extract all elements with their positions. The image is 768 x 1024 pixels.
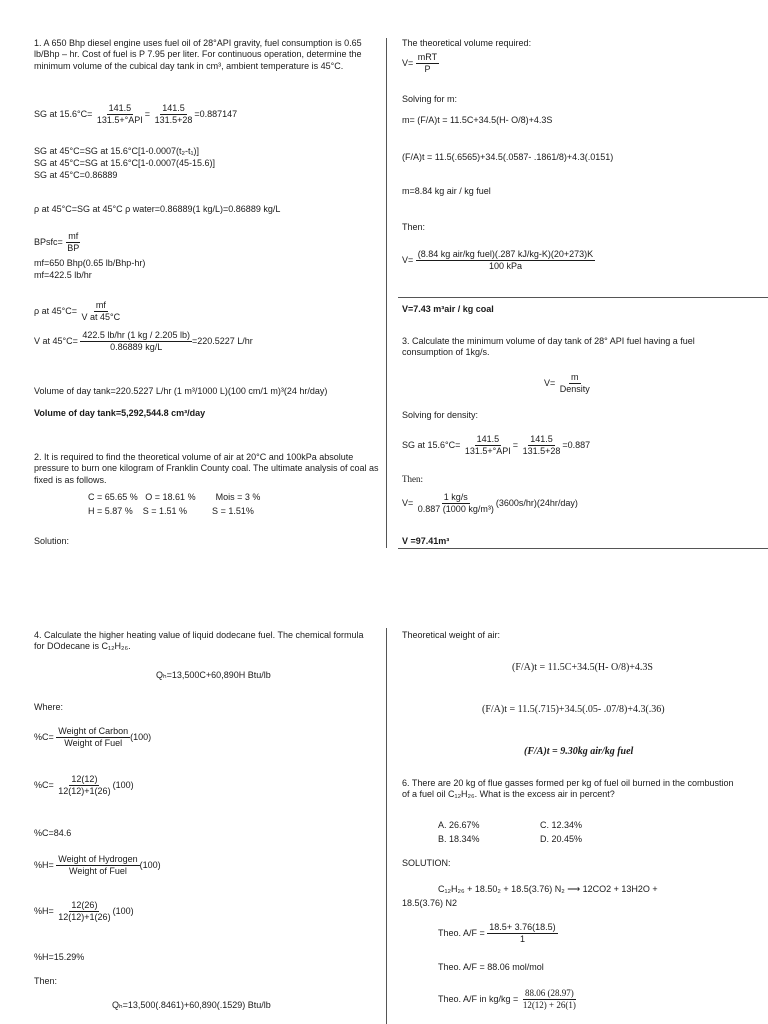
fa-substitution: (F/A)t = 11.5(.715)+34.5(.05- .07/8)+4.3(.36)	[482, 704, 665, 715]
choice-c: C. 12.34%	[540, 820, 583, 830]
where-label: Where:	[34, 702, 64, 712]
sg-formula-1: SG at 15.6°C= $\frac{141.5}{\text{131.5+°API}}$ = $\frac{141.5}{131.5+28}$ =0.887147	[34, 103, 238, 126]
v-substitution: V= $\frac{\text{(8.84 kg air/kg fuel)(.287 kJ/kg-K)(20+273)K}}{\text{100 kPa}}$	[402, 249, 594, 272]
m-substitution: (F/A)t = 11.5(.6565)+34.5(.0587- .1861/8)+4.3(.0151)	[402, 152, 614, 162]
mf-line-1: mf=650 Bhp(0.65 lb/Bhp-hr)	[34, 258, 146, 268]
column-divider-bottom	[386, 628, 387, 1024]
pct-carbon-formula: %C= $\frac{\text{Weight of Carbon}}{\text{Weight of Fuel}}$ (100)	[34, 726, 152, 749]
problem-3-statement: 3. Calculate the minimum volume of day tank of 28° API fuel having a fuel consumption of 1kg/s.	[402, 336, 695, 358]
theo-af-mol: Theo. A/F = 88.06 mol/mol	[438, 962, 544, 972]
density-line: ρ at 45°C=SG at 45°C ρ water=0.86889(1 kg/L)=0.86889 kg/L	[34, 204, 281, 214]
qh-formula: Qₕ=13,500C+60,890H Btu/lb	[156, 670, 271, 680]
mf-line-2: mf=422.5 lb/hr	[34, 270, 92, 280]
pct-hydrogen-formula: %H= $\frac{\text{Weight of Hydrogen}}{\text{Weight of Fuel}}$ (100)	[34, 854, 161, 877]
solving-for-m: Solving for m:	[402, 94, 458, 104]
volume-line-1: Volume of day tank=220.5227 L/hr (1 m³/1000 L)(100 cm/1 m)³(24 hr/day)	[34, 386, 328, 396]
solution-label-2: Solution:	[34, 536, 70, 546]
choice-a: A. 26.67%	[438, 820, 480, 830]
bpsfc-formula: BPsfc= $\frac{mf}{BP}$	[34, 231, 80, 254]
solving-for-density: Solving for density:	[402, 410, 479, 420]
solution-label-6: SOLUTION:	[402, 858, 451, 868]
theoretical-weight-heading: Theoretical weight of air:	[402, 630, 501, 640]
theo-af-formula: Theo. A/F = $\frac{18.5+ 3.76(18.5)}{1}$	[438, 922, 556, 945]
then-label-p3: Then:	[402, 474, 423, 484]
qh-substitution: Qₕ=13,500(.8461)+60,890(.1529) Btu/lb	[112, 1000, 271, 1010]
fa-formula: (F/A)t = 11.5C+34.5(H- O/8)+4.3S	[512, 662, 653, 673]
sg-line-2: SG at 45°C=SG at 15.6°C[1-0.0007(45-15.6)]	[34, 158, 216, 168]
sg-line-1: SG at 45°C=SG at 15.6°C[1-0.0007(t₂-t₁)]	[34, 146, 200, 156]
rule-under-answer-3	[398, 548, 768, 549]
combustion-equation-2: 18.5(3.76) N2	[402, 898, 458, 908]
problem-2-statement: 2. It is required to find the theoretical volume of air at 20°C and 100kPa absolute pressure to burn one kilogram of Franklin County coal. The ultimate analysis of coal as fixed is as follows.	[34, 452, 379, 485]
choice-d: D. 20.45%	[540, 834, 583, 844]
m-result: m=8.84 kg air / kg fuel	[402, 186, 491, 196]
v-final-formula: V= $\frac{1 kg/s}{\text{0.887 (1000 kg/m³)}}$ (3600s/hr)(24hr/day)	[402, 492, 578, 515]
choice-b: B. 18.34%	[438, 834, 480, 844]
column-divider-top	[386, 38, 387, 548]
coal-analysis-row-2: H = 5.87 % S = 1.51 % S = 1.51%	[88, 506, 254, 516]
v-density-formula: V= $\frac{m}{\text{Density}}$	[544, 372, 590, 395]
combustion-equation-1: C₁₂H₂₆ + 18.50₂ + 18.5(3.76) N₂ ⟶ 12CO2 + 13H2O +	[438, 884, 658, 894]
volume-line-2: Volume of day tank=5,292,544.8 cm³/day	[34, 408, 206, 418]
pct-hydrogen-result: %H=15.29%	[34, 952, 85, 962]
coal-analysis-row-1: C = 65.65 % O = 18.61 % Mois = 3 %	[88, 492, 261, 502]
v-result-r1: V=7.43 m³air / kg coal	[402, 304, 494, 314]
pct-carbon-substitution: %C= $\frac{12(12)}{12(12)+1(26)}$ (100)	[34, 774, 134, 797]
problem-6-statement: 6. There are 20 kg of flue gasses formed per kg of fuel oil burned in the combustion of a fuel oil C₁₂H₂₆. What is the excess air in percent?	[402, 778, 734, 800]
rho-formula: ρ at 45°C= $\frac{mf}{\text{V at 45°C}}$	[34, 300, 121, 323]
rule-under-answer-r1	[398, 297, 768, 298]
pct-hydrogen-substitution: %H= $\frac{12(26)}{12(12)+1(26)}$ (100)	[34, 900, 134, 923]
problem-1-statement: 1. A 650 Bhp diesel engine uses fuel oil of 28°API gravity, fuel consumption is 0.65 lb/Bhp – hr. Cost of fuel is P 7.95 per liter. For continuous operation, determine the minimum volume of the cubical day tank in cm³, ambient temperature is 45°C.	[34, 38, 362, 71]
then-label-p4: Then:	[34, 976, 58, 986]
v-mrt-formula: V= $\frac{\text{mRT}}{P}$	[402, 52, 438, 75]
m-formula: m= (F/A)t = 11.5C+34.5(H- O/8)+4.3S	[402, 115, 553, 125]
sg-line-3: SG at 45°C=0.86889	[34, 170, 118, 180]
fa-result: (F/A)t = 9.30kg air/kg fuel	[524, 746, 634, 757]
sg-formula-3: SG at 15.6°C= $\frac{141.5}{\text{131.5+°API}}$ = $\frac{141.5}{131.5+28}$ =0.887	[402, 434, 591, 457]
then-label-r1: Then:	[402, 222, 426, 232]
v-result-p3: V =97.41m³	[402, 536, 450, 546]
v-at-45-formula: V at 45°C= $\frac{422.5 lb/hr (1 kg / 2.205 lb)}{0.86889 kg/L}$ =220.5227 L/hr	[34, 330, 253, 353]
theo-af-kg: Theo. A/F in kg/kg = $\frac{88.06 (28.97)}{12(12) + 26(1)}$	[438, 988, 576, 1011]
problem-4-statement: 4. Calculate the higher heating value of liquid dodecane fuel. The chemical formula for DOdecane is C₁₂H₂₆.	[34, 630, 364, 652]
pct-carbon-result: %C=84.6	[34, 828, 72, 838]
theoretical-volume-heading: The theoretical volume required:	[402, 38, 532, 48]
